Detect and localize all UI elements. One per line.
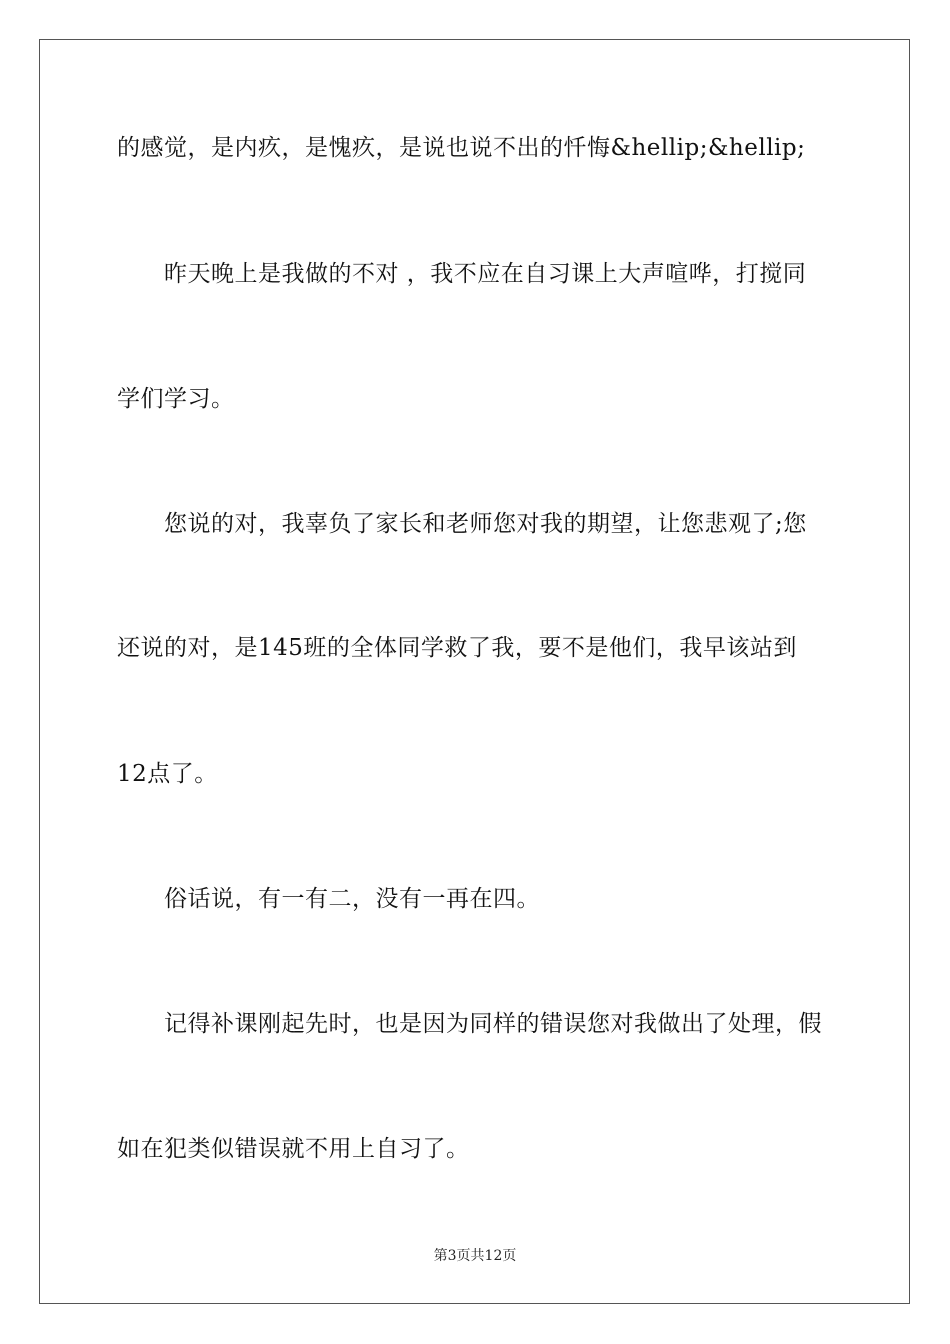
paragraph-line-6: 12点了。 <box>117 761 218 787</box>
page-border <box>39 39 910 1304</box>
paragraph-line-5: 还说的对，是145班的全体同学救了我，要不是他们，我早该站到 <box>117 635 797 661</box>
paragraph-line-9: 如在犯类似错误就不用上自习了。 <box>117 1136 470 1162</box>
page-number-total: 共12页 <box>470 1248 517 1264</box>
paragraph-line-7: 俗话说，有一有二，没有一再在四。 <box>164 886 540 912</box>
page-footer <box>0 1246 950 1266</box>
page-number-current: 第3页 <box>433 1248 471 1264</box>
paragraph-line-1: 的感觉，是内疚，是愧疚，是说也说不出的忏悔&hellip;&hellip; <box>117 135 806 161</box>
paragraph-line-2: 昨天晚上是我做的不对 ，我不应在自习课上大声喧哗，打搅同 <box>164 261 807 287</box>
paragraph-line-4: 您说的对，我辜负了家长和老师您对我的期望，让您悲观了;您 <box>164 511 807 537</box>
paragraph-line-3: 学们学习。 <box>117 386 235 412</box>
paragraph-line-8: 记得补课刚起先时，也是因为同样的错误您对我做出了处理，假 <box>164 1011 822 1037</box>
